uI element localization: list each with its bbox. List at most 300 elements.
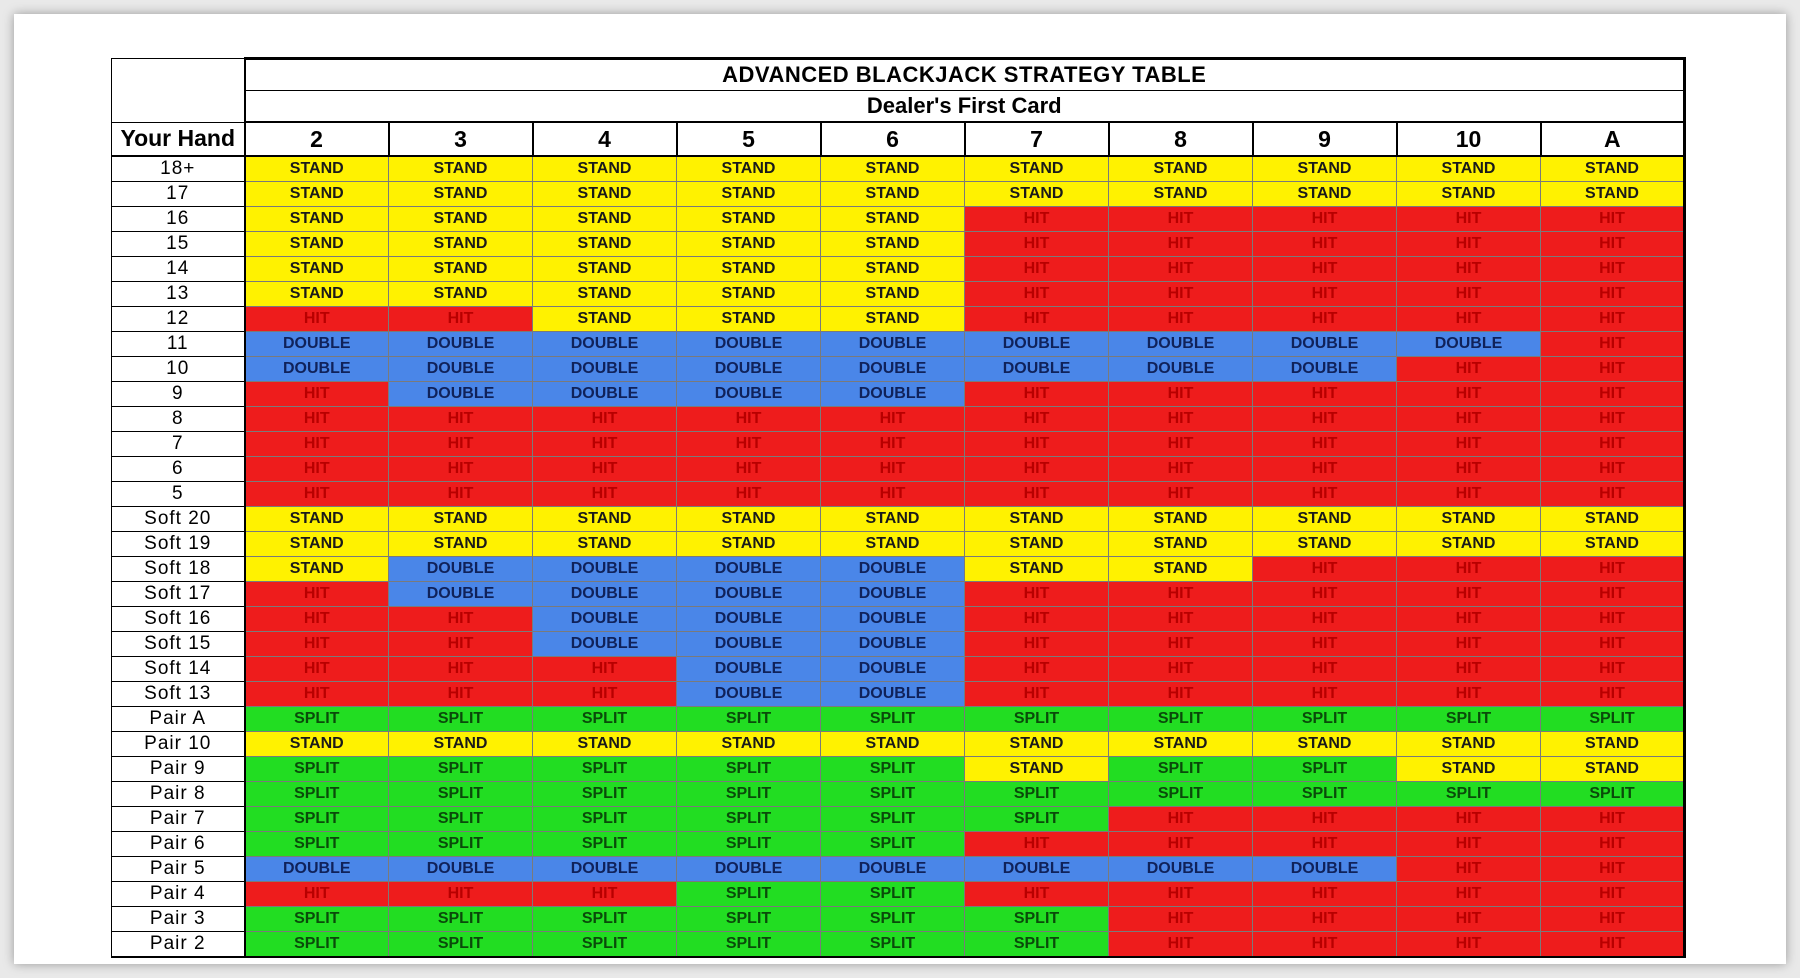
action-cell-split: SPLIT <box>821 907 965 932</box>
action-cell-hit: HIT <box>1109 407 1253 432</box>
hand-label: Pair 8 <box>112 782 245 807</box>
action-cell-double: DOUBLE <box>677 657 821 682</box>
action-cell-split: SPLIT <box>965 707 1109 732</box>
action-cell-split: SPLIT <box>1109 782 1253 807</box>
hand-label: 17 <box>112 182 245 207</box>
action-cell-hit: HIT <box>1253 582 1397 607</box>
hand-label: 16 <box>112 207 245 232</box>
action-cell-stand: STAND <box>245 507 389 532</box>
action-cell-split: SPLIT <box>965 907 1109 932</box>
hand-row <box>112 507 1685 532</box>
action-cell-stand: STAND <box>245 732 389 757</box>
action-cell-stand: STAND <box>821 732 965 757</box>
action-cell-hit: HIT <box>533 682 677 707</box>
hand-row <box>112 232 1685 257</box>
hand-label: Pair 2 <box>112 932 245 958</box>
hand-label: Soft 19 <box>112 532 245 557</box>
action-cell-double: DOUBLE <box>821 382 965 407</box>
hand-label: Pair 9 <box>112 757 245 782</box>
strategy-sheet <box>111 57 1684 954</box>
dealer-card-header: 3 <box>389 122 533 156</box>
action-cell-double: DOUBLE <box>821 357 965 382</box>
action-cell-stand: STAND <box>1541 182 1685 207</box>
hand-label: 6 <box>112 457 245 482</box>
action-cell-hit: HIT <box>1397 457 1541 482</box>
action-cell-hit: HIT <box>389 632 533 657</box>
action-cell-hit: HIT <box>1397 357 1541 382</box>
action-cell-double: DOUBLE <box>1397 332 1541 357</box>
action-cell-stand: STAND <box>533 156 677 182</box>
hand-row <box>112 582 1685 607</box>
action-cell-hit: HIT <box>1253 907 1397 932</box>
action-cell-stand: STAND <box>389 232 533 257</box>
action-cell-hit: HIT <box>1397 632 1541 657</box>
action-cell-hit: HIT <box>389 607 533 632</box>
action-cell-stand: STAND <box>821 156 965 182</box>
action-cell-double: DOUBLE <box>1109 857 1253 882</box>
action-cell-hit: HIT <box>389 307 533 332</box>
action-cell-double: DOUBLE <box>677 632 821 657</box>
action-cell-hit: HIT <box>1541 682 1685 707</box>
action-cell-hit: HIT <box>1397 857 1541 882</box>
action-cell-double: DOUBLE <box>821 657 965 682</box>
action-cell-hit: HIT <box>1253 632 1397 657</box>
action-cell-hit: HIT <box>1253 232 1397 257</box>
title-row <box>112 59 1685 91</box>
action-cell-stand: STAND <box>677 156 821 182</box>
action-cell-stand: STAND <box>389 532 533 557</box>
action-cell-double: DOUBLE <box>533 332 677 357</box>
action-cell-split: SPLIT <box>245 907 389 932</box>
action-cell-stand: STAND <box>677 532 821 557</box>
hand-row <box>112 482 1685 507</box>
action-cell-split: SPLIT <box>821 807 965 832</box>
action-cell-stand: STAND <box>1541 532 1685 557</box>
action-cell-double: DOUBLE <box>821 632 965 657</box>
action-cell-split: SPLIT <box>821 882 965 907</box>
action-cell-hit: HIT <box>1541 457 1685 482</box>
hand-row <box>112 332 1685 357</box>
action-cell-hit: HIT <box>1397 282 1541 307</box>
action-cell-split: SPLIT <box>533 757 677 782</box>
action-cell-hit: HIT <box>1397 207 1541 232</box>
action-cell-hit: HIT <box>1109 232 1253 257</box>
action-cell-split: SPLIT <box>1109 757 1253 782</box>
action-cell-double: DOUBLE <box>389 857 533 882</box>
hand-row <box>112 732 1685 757</box>
hand-label: Soft 16 <box>112 607 245 632</box>
action-cell-stand: STAND <box>1253 532 1397 557</box>
action-cell-hit: HIT <box>533 657 677 682</box>
action-cell-hit: HIT <box>1109 932 1253 958</box>
action-cell-hit: HIT <box>1253 557 1397 582</box>
dealer-card-header: 6 <box>821 122 965 156</box>
action-cell-double: DOUBLE <box>1253 857 1397 882</box>
action-cell-double: DOUBLE <box>389 382 533 407</box>
subtitle-row <box>112 91 1685 123</box>
action-cell-split: SPLIT <box>821 832 965 857</box>
action-cell-stand: STAND <box>1397 757 1541 782</box>
hand-label: 11 <box>112 332 245 357</box>
action-cell-double: DOUBLE <box>389 332 533 357</box>
hand-label: Soft 13 <box>112 682 245 707</box>
action-cell-split: SPLIT <box>245 707 389 732</box>
action-cell-double: DOUBLE <box>677 332 821 357</box>
action-cell-hit: HIT <box>1541 332 1685 357</box>
action-cell-hit: HIT <box>1397 932 1541 958</box>
hand-row <box>112 207 1685 232</box>
action-cell-hit: HIT <box>965 882 1109 907</box>
hand-row <box>112 682 1685 707</box>
hand-row <box>112 257 1685 282</box>
action-cell-split: SPLIT <box>677 707 821 732</box>
action-cell-stand: STAND <box>677 507 821 532</box>
action-cell-hit: HIT <box>1397 907 1541 932</box>
action-cell-hit: HIT <box>677 457 821 482</box>
action-cell-double: DOUBLE <box>533 582 677 607</box>
action-cell-double: DOUBLE <box>245 332 389 357</box>
action-cell-hit: HIT <box>1541 257 1685 282</box>
action-cell-split: SPLIT <box>533 807 677 832</box>
action-cell-stand: STAND <box>677 282 821 307</box>
action-cell-hit: HIT <box>965 632 1109 657</box>
hand-label: 18+ <box>112 156 245 182</box>
action-cell-stand: STAND <box>533 282 677 307</box>
action-cell-stand: STAND <box>1253 156 1397 182</box>
hand-label: Pair 3 <box>112 907 245 932</box>
action-cell-stand: STAND <box>1541 156 1685 182</box>
action-cell-stand: STAND <box>1253 507 1397 532</box>
action-cell-hit: HIT <box>1109 282 1253 307</box>
action-cell-hit: HIT <box>1109 257 1253 282</box>
action-cell-hit: HIT <box>1541 607 1685 632</box>
hand-row <box>112 607 1685 632</box>
hand-row <box>112 357 1685 382</box>
hand-label: Pair 4 <box>112 882 245 907</box>
action-cell-split: SPLIT <box>245 807 389 832</box>
action-cell-hit: HIT <box>1541 382 1685 407</box>
action-cell-hit: HIT <box>1109 907 1253 932</box>
action-cell-split: SPLIT <box>821 757 965 782</box>
action-cell-hit: HIT <box>389 682 533 707</box>
action-cell-stand: STAND <box>389 732 533 757</box>
hand-label: Soft 14 <box>112 657 245 682</box>
action-cell-hit: HIT <box>1109 657 1253 682</box>
hand-row <box>112 282 1685 307</box>
action-cell-hit: HIT <box>1253 457 1397 482</box>
action-cell-hit: HIT <box>1397 257 1541 282</box>
action-cell-hit: HIT <box>1397 807 1541 832</box>
action-cell-hit: HIT <box>1541 932 1685 958</box>
action-cell-hit: HIT <box>965 607 1109 632</box>
action-cell-double: DOUBLE <box>677 607 821 632</box>
action-cell-stand: STAND <box>1397 507 1541 532</box>
action-cell-stand: STAND <box>677 732 821 757</box>
hand-row <box>112 632 1685 657</box>
action-cell-split: SPLIT <box>533 707 677 732</box>
action-cell-stand: STAND <box>965 557 1109 582</box>
action-cell-stand: STAND <box>245 257 389 282</box>
action-cell-split: SPLIT <box>821 932 965 958</box>
hand-row <box>112 757 1685 782</box>
action-cell-stand: STAND <box>533 732 677 757</box>
action-cell-double: DOUBLE <box>533 382 677 407</box>
action-cell-hit: HIT <box>533 407 677 432</box>
action-cell-hit: HIT <box>1541 807 1685 832</box>
action-cell-double: DOUBLE <box>1109 332 1253 357</box>
action-cell-hit: HIT <box>965 482 1109 507</box>
action-cell-hit: HIT <box>1541 657 1685 682</box>
hand-row <box>112 182 1685 207</box>
action-cell-hit: HIT <box>1397 432 1541 457</box>
action-cell-split: SPLIT <box>245 832 389 857</box>
action-cell-split: SPLIT <box>1397 707 1541 732</box>
hand-row <box>112 907 1685 932</box>
action-cell-split: SPLIT <box>821 707 965 732</box>
action-cell-double: DOUBLE <box>677 557 821 582</box>
action-cell-split: SPLIT <box>245 932 389 958</box>
action-cell-hit: HIT <box>245 407 389 432</box>
action-cell-split: SPLIT <box>1109 707 1253 732</box>
dealer-card-header: 2 <box>245 122 389 156</box>
action-cell-hit: HIT <box>1253 432 1397 457</box>
action-cell-hit: HIT <box>965 432 1109 457</box>
action-cell-double: DOUBLE <box>245 857 389 882</box>
action-cell-hit: HIT <box>533 882 677 907</box>
action-cell-split: SPLIT <box>533 782 677 807</box>
action-cell-stand: STAND <box>1541 757 1685 782</box>
action-cell-hit: HIT <box>1541 882 1685 907</box>
action-cell-hit: HIT <box>1253 282 1397 307</box>
action-cell-hit: HIT <box>245 457 389 482</box>
action-cell-hit: HIT <box>1541 857 1685 882</box>
action-cell-hit: HIT <box>965 232 1109 257</box>
strategy-table <box>111 57 1686 958</box>
blank-corner-cell <box>112 59 245 91</box>
action-cell-hit: HIT <box>965 382 1109 407</box>
action-cell-stand: STAND <box>1109 156 1253 182</box>
action-cell-hit: HIT <box>821 432 965 457</box>
action-cell-hit: HIT <box>245 607 389 632</box>
action-cell-double: DOUBLE <box>533 632 677 657</box>
action-cell-hit: HIT <box>1253 832 1397 857</box>
hand-label: Soft 20 <box>112 507 245 532</box>
action-cell-stand: STAND <box>245 282 389 307</box>
action-cell-split: SPLIT <box>1253 707 1397 732</box>
hand-label: 14 <box>112 257 245 282</box>
action-cell-hit: HIT <box>1253 607 1397 632</box>
action-cell-stand: STAND <box>965 182 1109 207</box>
dealer-card-header: 9 <box>1253 122 1397 156</box>
action-cell-hit: HIT <box>1541 357 1685 382</box>
action-cell-hit: HIT <box>389 882 533 907</box>
action-cell-stand: STAND <box>533 207 677 232</box>
action-cell-hit: HIT <box>1541 432 1685 457</box>
hand-label: 7 <box>112 432 245 457</box>
action-cell-hit: HIT <box>677 482 821 507</box>
action-cell-hit: HIT <box>1541 832 1685 857</box>
action-cell-stand: STAND <box>1397 156 1541 182</box>
action-cell-stand: STAND <box>965 757 1109 782</box>
dealer-card-header: A <box>1541 122 1685 156</box>
action-cell-split: SPLIT <box>677 782 821 807</box>
action-cell-hit: HIT <box>1253 307 1397 332</box>
hand-label: 15 <box>112 232 245 257</box>
action-cell-split: SPLIT <box>389 907 533 932</box>
action-cell-hit: HIT <box>533 457 677 482</box>
action-cell-hit: HIT <box>1253 882 1397 907</box>
action-cell-hit: HIT <box>1541 307 1685 332</box>
action-cell-hit: HIT <box>1109 632 1253 657</box>
hand-row <box>112 432 1685 457</box>
action-cell-double: DOUBLE <box>821 332 965 357</box>
action-cell-split: SPLIT <box>533 907 677 932</box>
action-cell-hit: HIT <box>965 257 1109 282</box>
action-cell-split: SPLIT <box>1541 782 1685 807</box>
action-cell-split: SPLIT <box>389 932 533 958</box>
action-cell-hit: HIT <box>1397 557 1541 582</box>
action-cell-stand: STAND <box>245 207 389 232</box>
action-cell-hit: HIT <box>1109 807 1253 832</box>
action-cell-hit: HIT <box>245 882 389 907</box>
action-cell-hit: HIT <box>965 407 1109 432</box>
action-cell-double: DOUBLE <box>821 857 965 882</box>
hand-label: 8 <box>112 407 245 432</box>
action-cell-hit: HIT <box>1541 407 1685 432</box>
hand-label: 13 <box>112 282 245 307</box>
action-cell-hit: HIT <box>965 207 1109 232</box>
action-cell-hit: HIT <box>1109 607 1253 632</box>
action-cell-stand: STAND <box>1109 557 1253 582</box>
action-cell-split: SPLIT <box>389 782 533 807</box>
action-cell-stand: STAND <box>965 156 1109 182</box>
action-cell-stand: STAND <box>533 232 677 257</box>
action-cell-stand: STAND <box>821 307 965 332</box>
action-cell-split: SPLIT <box>389 757 533 782</box>
action-cell-stand: STAND <box>1541 732 1685 757</box>
hand-row <box>112 782 1685 807</box>
action-cell-double: DOUBLE <box>245 357 389 382</box>
action-cell-double: DOUBLE <box>389 557 533 582</box>
action-cell-hit: HIT <box>245 682 389 707</box>
action-cell-hit: HIT <box>1397 407 1541 432</box>
action-cell-hit: HIT <box>1109 207 1253 232</box>
hand-row <box>112 557 1685 582</box>
action-cell-hit: HIT <box>1541 207 1685 232</box>
action-cell-double: DOUBLE <box>677 582 821 607</box>
action-cell-hit: HIT <box>1253 682 1397 707</box>
hand-label: Pair 10 <box>112 732 245 757</box>
action-cell-stand: STAND <box>821 532 965 557</box>
action-cell-stand: STAND <box>389 257 533 282</box>
action-cell-hit: HIT <box>965 657 1109 682</box>
action-cell-hit: HIT <box>677 407 821 432</box>
action-cell-double: DOUBLE <box>821 582 965 607</box>
hand-row <box>112 832 1685 857</box>
action-cell-double: DOUBLE <box>1253 332 1397 357</box>
hand-label: Pair 5 <box>112 857 245 882</box>
action-cell-hit: HIT <box>245 432 389 457</box>
blank-corner-cell <box>112 91 245 123</box>
hand-label: 5 <box>112 482 245 507</box>
action-cell-double: DOUBLE <box>533 857 677 882</box>
action-cell-double: DOUBLE <box>389 357 533 382</box>
action-cell-hit: HIT <box>1397 832 1541 857</box>
action-cell-hit: HIT <box>1253 807 1397 832</box>
action-cell-hit: HIT <box>1397 482 1541 507</box>
action-cell-split: SPLIT <box>1541 707 1685 732</box>
action-cell-stand: STAND <box>965 507 1109 532</box>
action-cell-hit: HIT <box>389 482 533 507</box>
action-cell-split: SPLIT <box>389 807 533 832</box>
action-cell-hit: HIT <box>1397 382 1541 407</box>
action-cell-hit: HIT <box>1397 582 1541 607</box>
action-cell-split: SPLIT <box>821 782 965 807</box>
action-cell-split: SPLIT <box>245 782 389 807</box>
action-cell-double: DOUBLE <box>965 332 1109 357</box>
action-cell-split: SPLIT <box>533 832 677 857</box>
action-cell-hit: HIT <box>245 582 389 607</box>
action-cell-double: DOUBLE <box>821 557 965 582</box>
action-cell-hit: HIT <box>1397 657 1541 682</box>
action-cell-split: SPLIT <box>1253 757 1397 782</box>
action-cell-stand: STAND <box>389 282 533 307</box>
action-cell-hit: HIT <box>1109 457 1253 482</box>
action-cell-hit: HIT <box>1109 307 1253 332</box>
action-cell-double: DOUBLE <box>533 557 677 582</box>
action-cell-stand: STAND <box>1253 732 1397 757</box>
action-cell-hit: HIT <box>965 307 1109 332</box>
action-cell-hit: HIT <box>1541 582 1685 607</box>
action-cell-hit: HIT <box>1109 482 1253 507</box>
action-cell-stand: STAND <box>965 532 1109 557</box>
hand-row <box>112 457 1685 482</box>
action-cell-stand: STAND <box>389 156 533 182</box>
action-cell-double: DOUBLE <box>389 582 533 607</box>
action-cell-hit: HIT <box>1109 432 1253 457</box>
action-cell-hit: HIT <box>245 632 389 657</box>
action-cell-stand: STAND <box>821 207 965 232</box>
action-cell-hit: HIT <box>1253 407 1397 432</box>
action-cell-split: SPLIT <box>965 932 1109 958</box>
action-cell-split: SPLIT <box>965 807 1109 832</box>
hand-row <box>112 382 1685 407</box>
action-cell-hit: HIT <box>1109 582 1253 607</box>
action-cell-stand: STAND <box>677 182 821 207</box>
action-cell-split: SPLIT <box>677 807 821 832</box>
action-cell-hit: HIT <box>1253 257 1397 282</box>
action-cell-stand: STAND <box>1109 532 1253 557</box>
action-cell-stand: STAND <box>1109 182 1253 207</box>
action-cell-hit: HIT <box>1253 657 1397 682</box>
hand-label: Pair A <box>112 707 245 732</box>
action-cell-split: SPLIT <box>389 707 533 732</box>
action-cell-stand: STAND <box>677 232 821 257</box>
hand-label: 10 <box>112 357 245 382</box>
action-cell-hit: HIT <box>1253 382 1397 407</box>
dealer-card-header: 5 <box>677 122 821 156</box>
action-cell-hit: HIT <box>965 682 1109 707</box>
action-cell-stand: STAND <box>245 532 389 557</box>
action-cell-stand: STAND <box>821 282 965 307</box>
action-cell-stand: STAND <box>245 156 389 182</box>
hand-row <box>112 156 1685 182</box>
action-cell-hit: HIT <box>1397 232 1541 257</box>
action-cell-hit: HIT <box>965 457 1109 482</box>
action-cell-split: SPLIT <box>1397 782 1541 807</box>
action-cell-hit: HIT <box>677 432 821 457</box>
action-cell-double: DOUBLE <box>1253 357 1397 382</box>
